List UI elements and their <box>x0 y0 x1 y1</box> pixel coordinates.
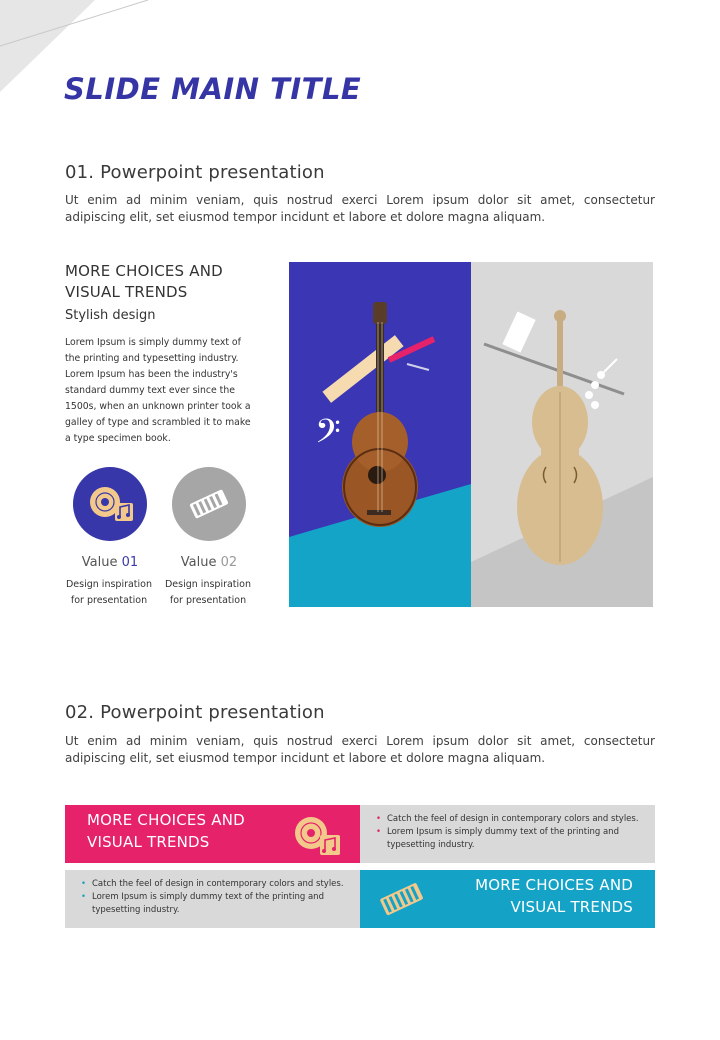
feature-text: Lorem Ipsum is simply dummy text of the printing and typesetting industry. Lorem Ipsum has been the industry's standard dummy text ever since the 1500s, when an unknown printer took a galley of type and scrambled it to make a type specimen book. <box>65 337 251 444</box>
value-02-label: Value 02 <box>180 555 238 570</box>
instruments-image <box>289 262 653 607</box>
accordion-icon <box>172 467 246 541</box>
value-01-circle <box>73 467 147 541</box>
list-item: • Catch the feel of design in contemporary colors and styles. <box>81 878 351 891</box>
value-02-circle <box>172 467 246 541</box>
list-item: • Catch the feel of design in contemporary colors and styles. <box>376 813 646 826</box>
list-item: • Lorem Ipsum is simply dummy text of the printing and typesetting industry. <box>81 891 351 917</box>
svg-text:𝄢: 𝄢 <box>315 413 341 459</box>
value-01-description: Design inspiration for presentation <box>65 579 153 606</box>
bar-1-text-panel <box>360 805 655 863</box>
bar-2-text-panel <box>65 870 360 928</box>
music-disc-icon <box>73 467 147 541</box>
section2-heading: 02. Powerpoint presentation <box>65 702 325 723</box>
bar-1-panel <box>65 805 360 863</box>
accordion-icon <box>374 878 430 922</box>
section1-body: Ut enim ad minim veniam, quis nostrud exerci Lorem ipsum dolor sit amet, consectetur adipiscing elit, set eiusmod tempor incidunt et labore et dolore magna aliquam. <box>65 193 655 224</box>
section1-heading: 01. Powerpoint presentation <box>65 162 325 183</box>
feature-subtitle: Stylish design <box>65 308 156 323</box>
bar-1-title: MORE CHOICES AND VISUAL TRENDS <box>87 811 245 851</box>
bar-2-bullets <box>81 878 351 917</box>
section2-body: Ut enim ad minim veniam, quis nostrud exerci Lorem ipsum dolor sit amet, consectetur adipiscing elit, set eiusmod tempor incidunt et labore et dolore magna aliquam. <box>65 734 655 765</box>
feature-title: MORE CHOICES AND VISUAL TRENDS <box>65 262 223 301</box>
music-disc-icon <box>292 813 342 857</box>
value-01-label: Value 01 <box>81 555 139 570</box>
bar-2-title: MORE CHOICES AND VISUAL TRENDS <box>475 876 633 916</box>
list-item: • Lorem Ipsum is simply dummy text of the printing and typesetting industry. <box>376 826 646 852</box>
value-02-description: Design inspiration for presentation <box>164 579 252 606</box>
bar-2-panel <box>360 870 655 928</box>
page-title: SLIDE MAIN TITLE <box>64 72 362 106</box>
bar-1-bullets <box>376 813 646 852</box>
